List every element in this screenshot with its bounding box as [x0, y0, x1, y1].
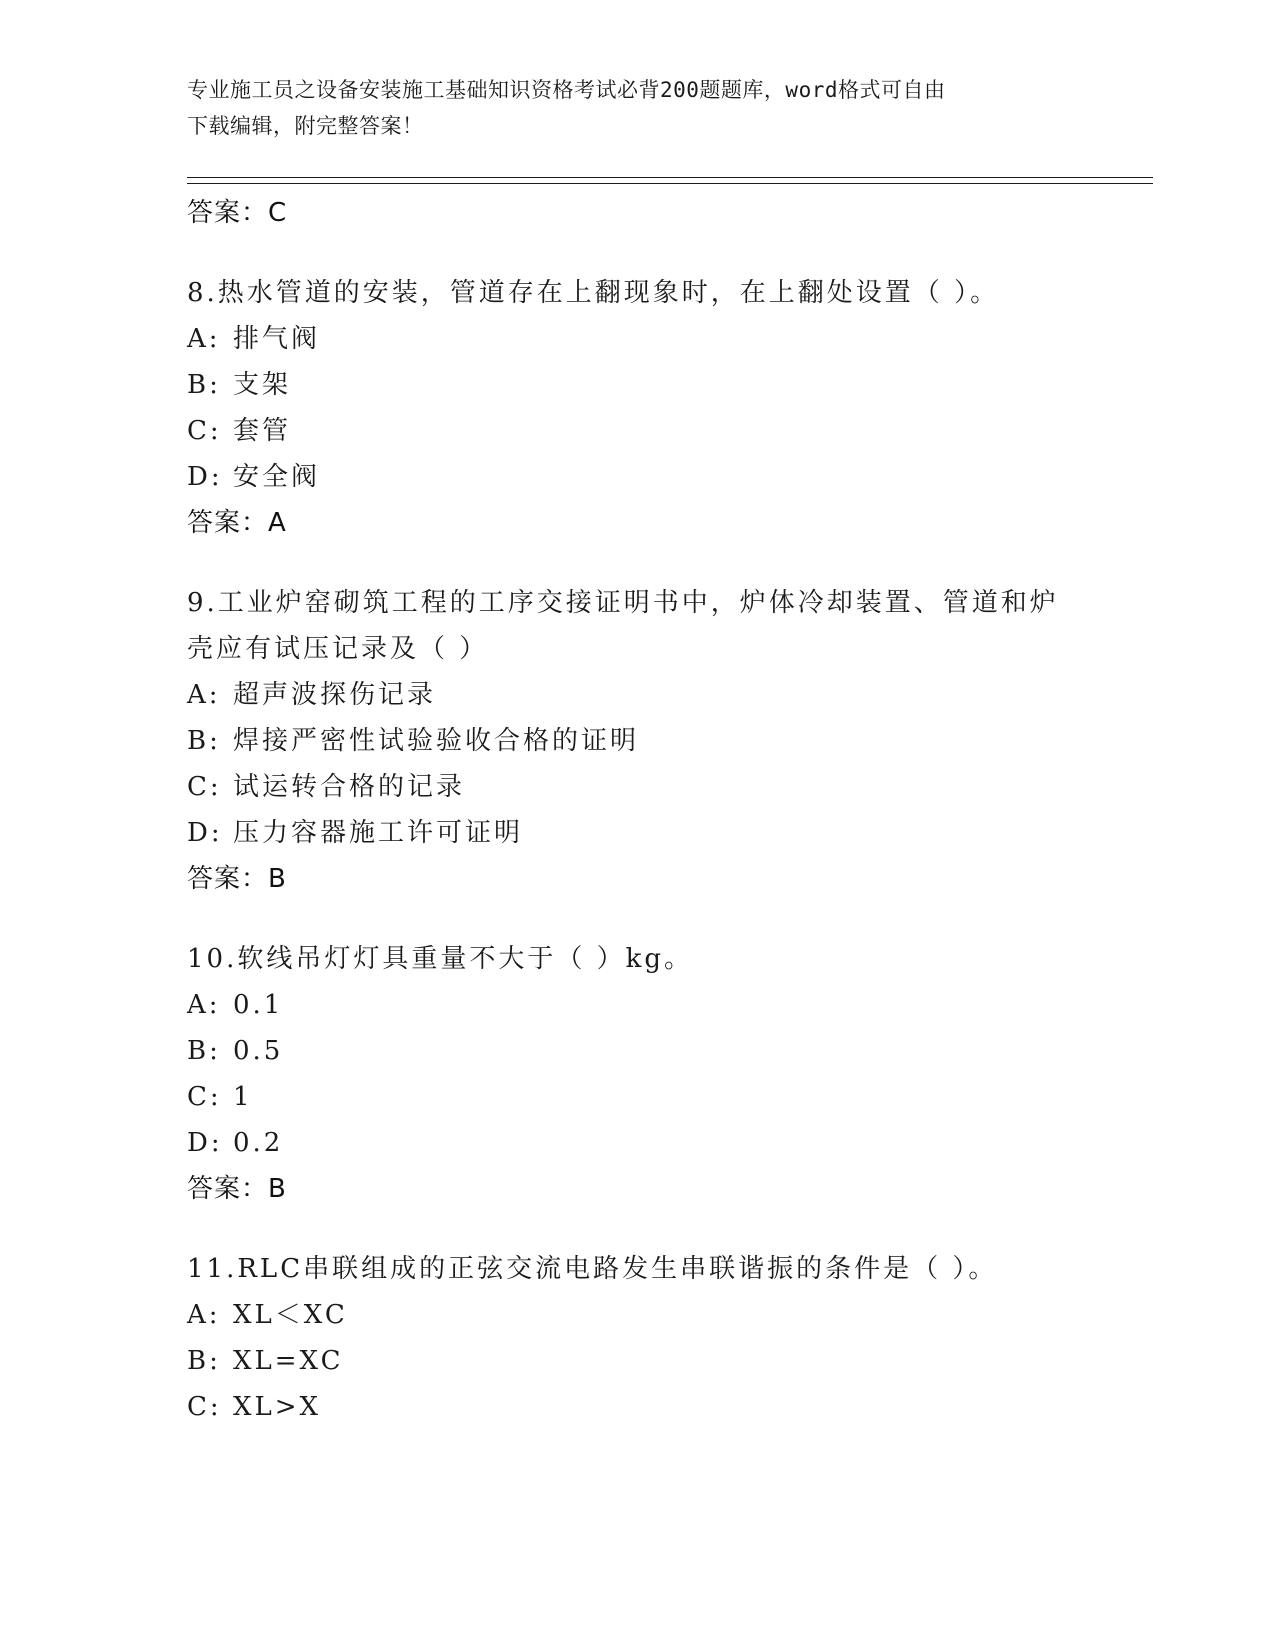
question-list	[187, 190, 1067, 1430]
question-block	[187, 936, 1067, 1212]
header-divider-top	[187, 177, 1153, 178]
option-d	[187, 454, 1067, 500]
option-text: 安全阀	[233, 462, 321, 492]
option-a	[187, 316, 1067, 362]
question-text: 8.热水管道的安装，管道存在上翻现象时，在上翻处设置（ ）。	[187, 278, 1000, 308]
option-key: A:	[187, 324, 221, 354]
option-c	[187, 1074, 1067, 1120]
option-d	[187, 810, 1067, 856]
option-key: B:	[187, 1346, 221, 1376]
option-key: C:	[187, 416, 222, 446]
option-key: A:	[187, 680, 221, 710]
option-text: 焊接严密性试验验收合格的证明	[233, 726, 640, 756]
question-block	[187, 270, 1067, 546]
previous-answer: 答案：C	[187, 198, 288, 228]
answer-line: 答案：B	[187, 864, 287, 894]
option-key: A:	[187, 1300, 221, 1330]
answer-line: 答案：B	[187, 1174, 287, 1204]
question-text: 11.RLC串联组成的正弦交流电路发生串联谐振的条件是（ ）。	[187, 1254, 998, 1284]
option-d	[187, 1120, 1067, 1166]
option-text: 排气阀	[233, 324, 321, 354]
question-text-continued: 壳应有试压记录及（ ）	[187, 634, 489, 664]
answer-line: 答案：A	[187, 508, 287, 538]
document-header	[187, 72, 1067, 144]
question-block	[187, 580, 1067, 902]
option-text: 套管	[233, 416, 292, 446]
option-key: D:	[187, 462, 223, 492]
option-text: 支架	[233, 370, 292, 400]
option-text: XL=XC	[233, 1346, 344, 1376]
option-b	[187, 718, 1067, 764]
option-text: 超声波探伤记录	[233, 680, 437, 710]
spacer	[187, 902, 1067, 936]
spacer	[187, 1212, 1067, 1246]
question-block	[187, 1246, 1067, 1430]
option-text: 0.5	[233, 1036, 284, 1066]
option-key: B:	[187, 1036, 221, 1066]
option-text: XL＜XC	[233, 1300, 348, 1330]
option-text: 1	[233, 1082, 253, 1112]
option-a	[187, 982, 1067, 1028]
option-a	[187, 1292, 1067, 1338]
option-key: A:	[187, 990, 221, 1020]
option-key: D:	[187, 1128, 223, 1158]
option-text: 0.2	[233, 1128, 284, 1158]
option-key: C:	[187, 772, 222, 802]
spacer	[187, 236, 1067, 270]
spacer	[187, 546, 1067, 580]
option-key: C:	[187, 1392, 222, 1422]
option-b	[187, 1338, 1067, 1384]
option-text: XL>X	[233, 1392, 322, 1422]
option-b	[187, 1028, 1067, 1074]
option-a	[187, 672, 1067, 718]
option-key: B:	[187, 726, 221, 756]
question-text: 10.软线吊灯灯具重量不大于（ ）kg。	[187, 944, 694, 974]
option-c	[187, 408, 1067, 454]
header-divider-bottom	[187, 183, 1153, 184]
option-text: 压力容器施工许可证明	[233, 818, 524, 848]
option-c	[187, 764, 1067, 810]
option-text: 试运转合格的记录	[233, 772, 466, 802]
option-key: B:	[187, 370, 221, 400]
option-key: C:	[187, 1082, 222, 1112]
question-text: 9.工业炉窑砌筑工程的工序交接证明书中，炉体冷却装置、管道和炉	[187, 588, 1059, 618]
option-b	[187, 362, 1067, 408]
header-line-2: 下载编辑，附完整答案！	[187, 114, 424, 138]
option-c	[187, 1384, 1067, 1430]
header-line-1: 专业施工员之设备安装施工基础知识资格考试必背200题题库，word格式可自由	[187, 78, 946, 102]
option-text: 0.1	[233, 990, 284, 1020]
option-key: D:	[187, 818, 223, 848]
